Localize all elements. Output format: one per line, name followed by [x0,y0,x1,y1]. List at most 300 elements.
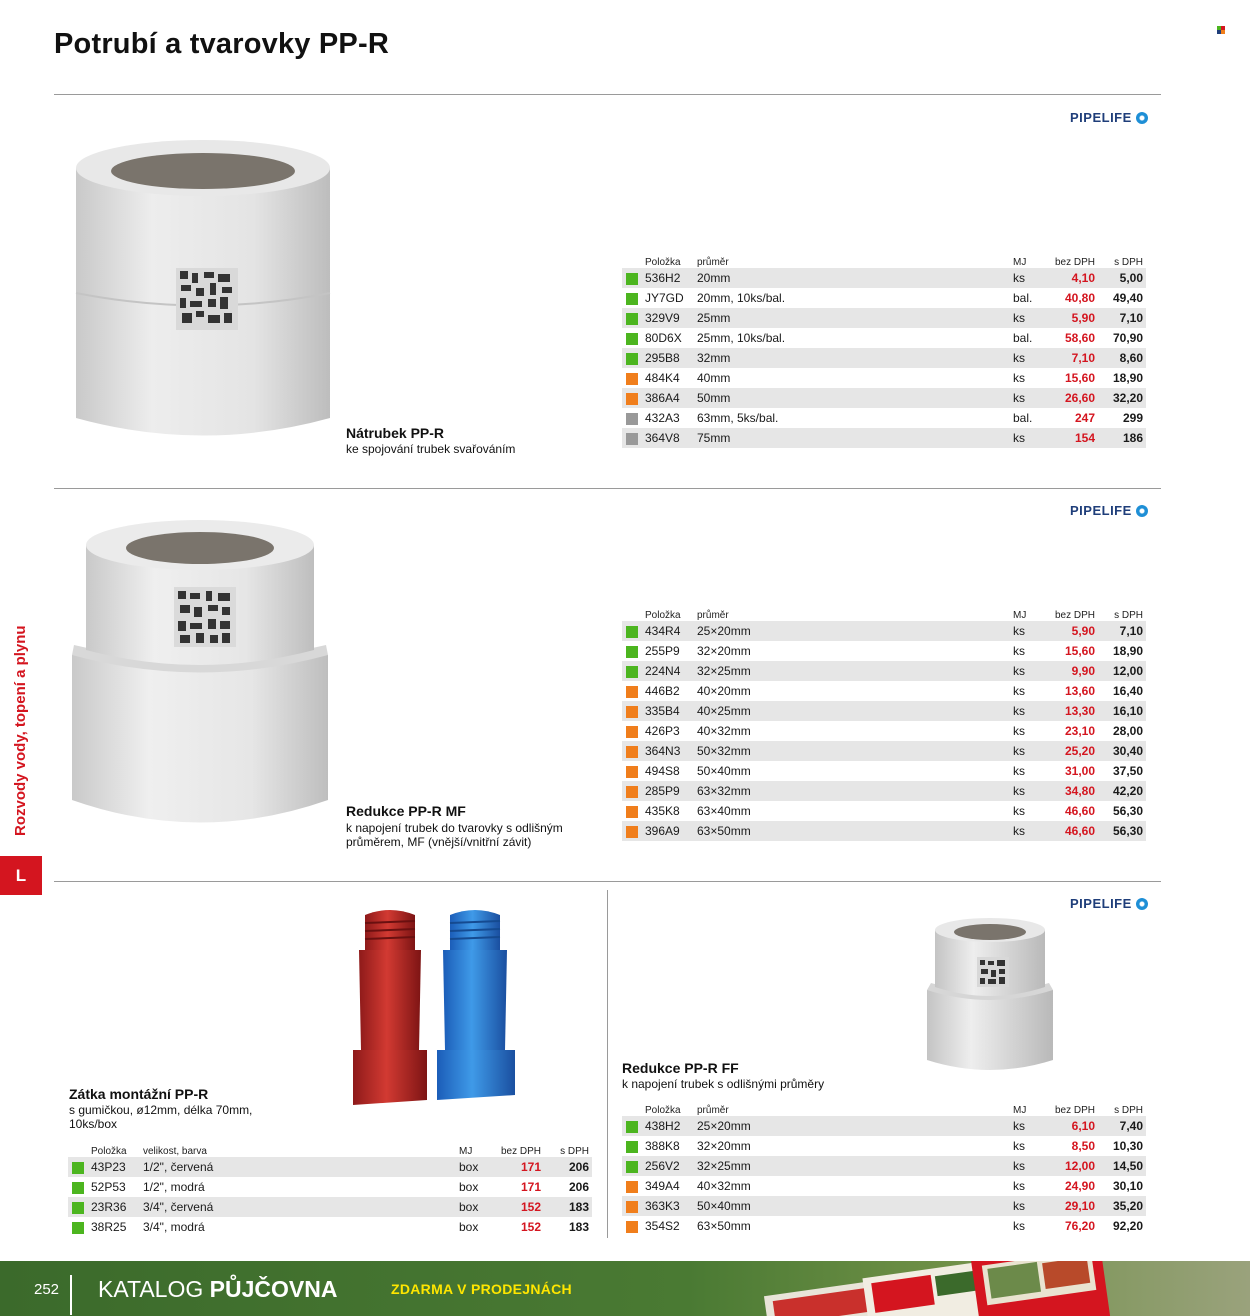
item-mj: ks [1010,1116,1050,1136]
item-code: 438H2 [642,1116,694,1136]
header-polozka: Položka [91,1146,127,1157]
availability-cell [622,1136,642,1156]
availability-cell [622,821,642,841]
item-desc: 40×20mm [697,684,751,698]
table-row [622,681,1146,701]
item-code: 446B2 [645,684,680,698]
item-desc: 3/4", červená [140,1197,456,1217]
item-mj: ks [1010,701,1050,721]
zatka-image [345,905,530,1115]
table-row [68,1217,592,1237]
price-bez-dph: 152 [496,1197,544,1217]
price-s-dph: 56,30 [1098,821,1146,841]
table-row [622,801,1146,821]
table-row [68,1157,592,1177]
catalog-cover-image [745,1261,1145,1316]
item-mj: bal. [1013,331,1033,345]
item-mj: ks [1013,1139,1025,1153]
item-mj: ks [1010,428,1050,448]
availability-square-icon [626,806,638,818]
price-bez-dph: 15,60 [1064,644,1095,658]
price-bez-dph: 25,20 [1050,741,1098,761]
side-label: Rozvody vody, topení a plynu [12,625,29,836]
price-s-dph: 14,50 [1098,1156,1146,1176]
item-mj: ks [1013,1179,1025,1193]
price-s-dph: 206 [568,1180,589,1194]
availability-cell [622,1196,642,1216]
price-bez-dph: 247 [1074,411,1095,425]
header-s-dph: s DPH [560,1146,589,1157]
item-desc: 20mm, 10ks/bal. [697,291,786,305]
brand-logo-3 [1070,896,1148,911]
price-s-dph: 49,40 [1112,291,1143,305]
price-s-dph: 186 [1098,428,1146,448]
brand-name: PIPELIFE [1070,110,1132,125]
availability-square-icon [626,786,638,798]
availability-square-icon [626,826,638,838]
price-bez-dph: 8,50 [1071,1139,1095,1153]
item-mj: ks [1013,644,1025,658]
table-row [622,388,1146,408]
redukce-mf-desc-line2: průměrem, MF (vnější/vnitřní závit) [346,835,532,849]
price-bez-dph: 34,80 [1050,781,1098,801]
item-desc: 63mm, 5ks/bal. [697,411,779,425]
price-bez-dph: 9,90 [1050,661,1098,681]
item-code: 23R36 [88,1197,140,1217]
availability-cell [622,1216,642,1236]
availability-square-icon [626,393,638,405]
availability-square-icon [72,1162,84,1174]
table-row [622,428,1146,448]
redukce-ff-name: Redukce PP-R FF [622,1060,739,1076]
footer-banner[interactable] [0,1261,1250,1316]
availability-square-icon [626,433,638,445]
header-bez-dph: bez DPH [1054,1105,1095,1116]
price-s-dph: 5,00 [1098,268,1146,288]
table-row [622,1216,1146,1236]
item-code: 426P3 [645,724,680,738]
price-s-dph: 16,10 [1098,701,1146,721]
item-code: 434R4 [642,621,694,641]
divider-bottom [54,881,1161,882]
availability-square-icon [626,726,638,738]
price-s-dph: 10,30 [1112,1139,1143,1153]
natrubek-name: Nátrubek PP-R [346,425,445,441]
price-bez-dph: 46,60 [1050,821,1098,841]
price-bez-dph: 5,90 [1050,308,1098,328]
footer-katalog-title [98,1276,337,1303]
item-desc: 32mm [694,348,1010,368]
price-bez-dph: 6,10 [1050,1116,1098,1136]
item-code: 285P9 [642,781,694,801]
header-polozka: Položka [645,1105,681,1116]
item-code: 494S8 [645,764,680,778]
item-desc: 63×50mm [697,1219,751,1233]
availability-square-icon [626,333,638,345]
availability-cell [622,368,642,388]
header-mj: MJ [1013,257,1027,268]
item-mj: ks [1010,1156,1050,1176]
zatka-desc [69,1103,252,1131]
availability-cell [622,388,642,408]
price-s-dph: 206 [544,1157,592,1177]
zatka-desc-line1: s gumičkou, ø12mm, délka 70mm, [69,1103,253,1117]
price-s-dph: 35,20 [1098,1196,1146,1216]
availability-cell [68,1177,88,1197]
header-s-dph: s DPH [1114,257,1143,268]
availability-square-icon [626,766,638,778]
table-row [622,621,1146,641]
item-code: 364V8 [642,428,694,448]
header-bez-dph: bez DPH [1054,610,1095,621]
brand-dot-icon [1136,898,1148,910]
natrubek-price-table [622,252,1146,448]
availability-cell [622,721,642,741]
table-row [622,661,1146,681]
table-row [622,1116,1146,1136]
item-desc: 32×25mm [694,1156,1010,1176]
price-bez-dph: 5,90 [1050,621,1098,641]
price-s-dph: 32,20 [1098,388,1146,408]
item-code: 386A4 [642,388,694,408]
item-desc: 25×20mm [694,1116,1010,1136]
availability-cell [622,741,642,761]
zatka-name: Zátka montážní PP-R [69,1086,209,1102]
redukce-mf-image [68,515,333,830]
availability-cell [622,348,642,368]
item-desc: 50mm [694,388,1010,408]
price-bez-dph: 40,80 [1064,291,1095,305]
brand-dot-icon [1136,112,1148,124]
availability-cell [622,621,642,641]
item-mj: box [456,1157,496,1177]
availability-cell [622,661,642,681]
availability-square-icon [626,313,638,325]
table-row [622,641,1146,661]
table-row [622,348,1146,368]
price-bez-dph: 154 [1050,428,1098,448]
price-bez-dph: 31,00 [1064,764,1095,778]
brand-name: PIPELIFE [1070,503,1132,518]
brand-dot-icon [1136,505,1148,517]
availability-cell [622,681,642,701]
item-mj: ks [1010,661,1050,681]
table-row [622,328,1146,348]
header-mj: MJ [1013,1105,1027,1116]
header-bez-dph: bez DPH [1054,257,1095,268]
item-desc: 3/4", modrá [143,1220,205,1234]
table-row [622,721,1146,741]
item-mj: ks [1010,1196,1050,1216]
item-code: 295B8 [642,348,694,368]
price-bez-dph: 171 [496,1157,544,1177]
item-code: 224N4 [642,661,694,681]
price-bez-dph: 13,30 [1050,701,1098,721]
item-desc: 40×32mm [697,1179,751,1193]
redukce-mf-desc-line1: k napojení trubek do tvarovky s odlišným [346,821,563,835]
price-bez-dph: 15,60 [1064,371,1095,385]
corner-mark [1217,26,1225,34]
price-bez-dph: 171 [520,1180,541,1194]
item-code: 363K3 [642,1196,694,1216]
header-prumer: průměr [697,610,729,621]
side-tab[interactable]: L [0,856,42,895]
availability-square-icon [626,746,638,758]
item-code: 364N3 [642,741,694,761]
availability-cell [622,641,642,661]
item-desc: 63×40mm [697,804,751,818]
brand-logo-2 [1070,503,1148,518]
availability-square-icon [626,706,638,718]
price-bez-dph: 24,90 [1064,1179,1095,1193]
footer-katalog: KATALOG [98,1276,204,1302]
redukce-mf-price-table [622,605,1146,841]
price-s-dph: 7,40 [1098,1116,1146,1136]
item-mj: ks [1013,764,1025,778]
availability-cell [68,1217,88,1237]
item-desc: 1/2", modrá [143,1180,205,1194]
price-bez-dph: 76,20 [1064,1219,1095,1233]
header-prumer: průměr [697,1105,729,1116]
page-number: 252 [34,1281,60,1298]
item-desc: 40mm [697,371,731,385]
item-mj: ks [1010,348,1050,368]
redukce-ff-image [925,915,1055,1075]
item-mj: box [459,1220,479,1234]
table-row [622,268,1146,288]
availability-cell [622,288,642,308]
item-desc: 25mm [694,308,1010,328]
availability-square-icon [72,1182,84,1194]
header-bez-dph: bez DPH [500,1146,541,1157]
item-code: 38R25 [91,1220,127,1234]
table-row [622,408,1146,428]
item-mj: ks [1013,1219,1025,1233]
header-s-dph: s DPH [1114,610,1143,621]
price-s-dph: 37,50 [1112,764,1143,778]
item-code: JY7GD [645,291,684,305]
item-mj: ks [1010,621,1050,641]
page-title: Potrubí a tvarovky PP-R [54,28,389,60]
item-code: 349A4 [645,1179,680,1193]
table-row [68,1197,592,1217]
price-s-dph: 30,40 [1098,741,1146,761]
price-s-dph: 12,00 [1098,661,1146,681]
table-row [622,821,1146,841]
header-s-dph: s DPH [1114,1105,1143,1116]
item-code: 43P23 [88,1157,140,1177]
price-bez-dph: 12,00 [1050,1156,1098,1176]
price-bez-dph: 23,10 [1064,724,1095,738]
item-code: 388K8 [645,1139,680,1153]
item-code: 435K8 [645,804,680,818]
item-code: 255P9 [645,644,680,658]
footer-pujcovna: PŮJČOVNA [209,1276,338,1302]
availability-square-icon [626,1161,638,1173]
price-s-dph: 183 [544,1197,592,1217]
availability-square-icon [626,666,638,678]
header-mj: MJ [459,1146,473,1157]
price-s-dph: 92,20 [1112,1219,1143,1233]
availability-square-icon [72,1202,84,1214]
brand-logo-1 [1070,110,1148,125]
item-desc: 40×32mm [697,724,751,738]
natrubek-image [68,133,338,443]
item-mj: ks [1013,724,1025,738]
availability-cell [68,1197,88,1217]
table-row [622,308,1146,328]
item-code: 396A9 [642,821,694,841]
availability-square-icon [626,1181,638,1193]
natrubek-desc: ke spojování trubek svařováním [346,442,516,456]
price-s-dph: 7,10 [1098,621,1146,641]
table-row [622,1176,1146,1196]
item-desc: 40×25mm [694,701,1010,721]
item-code: 329V9 [642,308,694,328]
item-desc: 32×20mm [697,1139,751,1153]
item-desc: 32×25mm [694,661,1010,681]
availability-square-icon [626,1141,638,1153]
availability-cell [622,308,642,328]
item-mj: ks [1010,308,1050,328]
availability-cell [622,801,642,821]
item-code: 484K4 [645,371,680,385]
availability-square-icon [626,1121,638,1133]
price-bez-dph: 4,10 [1050,268,1098,288]
item-mj: ks [1013,804,1025,818]
price-s-dph: 7,10 [1098,308,1146,328]
item-desc: 20mm [694,268,1010,288]
price-s-dph: 28,00 [1112,724,1143,738]
price-s-dph: 8,60 [1098,348,1146,368]
price-bez-dph: 46,60 [1064,804,1095,818]
availability-square-icon [626,273,638,285]
availability-cell [622,701,642,721]
availability-cell [622,761,642,781]
redukce-ff-price-table [622,1100,1146,1236]
item-code: 432A3 [645,411,680,425]
table-row [68,1177,592,1197]
availability-cell [68,1157,88,1177]
availability-square-icon [626,646,638,658]
table-row [622,1196,1146,1216]
price-bez-dph: 152 [520,1220,541,1234]
availability-square-icon [626,626,638,638]
header-velikost: velikost, barva [143,1146,207,1157]
table-row [622,288,1146,308]
item-code: 256V2 [642,1156,694,1176]
item-desc: 1/2", červená [140,1157,456,1177]
price-bez-dph: 58,60 [1064,331,1095,345]
item-mj: box [459,1180,479,1194]
item-desc: 75mm [694,428,1010,448]
item-code: 335B4 [642,701,694,721]
availability-square-icon [72,1222,84,1234]
price-bez-dph: 26,60 [1050,388,1098,408]
price-s-dph: 70,90 [1112,331,1143,345]
table-row [622,1136,1146,1156]
item-code: 354S2 [645,1219,680,1233]
item-mj: ks [1010,388,1050,408]
table-row [622,761,1146,781]
item-code: 536H2 [642,268,694,288]
item-mj: ks [1013,371,1025,385]
header-prumer: průměr [697,257,729,268]
redukce-mf-desc [346,821,563,849]
price-bez-dph: 7,10 [1050,348,1098,368]
item-desc: 63×50mm [694,821,1010,841]
redukce-ff-desc: k napojení trubek s odlišnými průměry [622,1077,825,1091]
price-s-dph: 18,90 [1112,371,1143,385]
item-mj: box [456,1197,496,1217]
item-mj: ks [1010,741,1050,761]
table-row [622,741,1146,761]
table-row [622,781,1146,801]
price-bez-dph: 13,60 [1064,684,1095,698]
item-desc: 50×32mm [694,741,1010,761]
availability-cell [622,1156,642,1176]
availability-square-icon [626,1201,638,1213]
availability-square-icon [626,1221,638,1233]
availability-square-icon [626,353,638,365]
item-desc: 50×40mm [697,764,751,778]
availability-cell [622,268,642,288]
item-desc: 25mm, 10ks/bal. [697,331,786,345]
footer-separator [70,1275,72,1315]
item-desc: 25×20mm [694,621,1010,641]
divider-top [54,94,1161,95]
availability-cell [622,1176,642,1196]
header-polozka: Položka [645,257,681,268]
item-code: 80D6X [645,331,682,345]
availability-square-icon [626,293,638,305]
zatka-desc-line2: 10ks/box [69,1117,118,1131]
price-s-dph: 18,90 [1112,644,1143,658]
availability-square-icon [626,373,638,385]
zatka-price-table [68,1141,592,1237]
price-bez-dph: 29,10 [1050,1196,1098,1216]
table-row [622,368,1146,388]
divider-middle [54,488,1161,489]
footer-zdarma: ZDARMA V PRODEJNÁCH [391,1281,572,1297]
availability-square-icon [626,413,638,425]
item-desc: 32×20mm [697,644,751,658]
header-polozka: Položka [645,610,681,621]
item-mj: ks [1010,821,1050,841]
item-mj: bal. [1013,411,1033,425]
price-s-dph: 42,20 [1098,781,1146,801]
redukce-mf-name: Redukce PP-R MF [346,803,466,819]
availability-cell [622,408,642,428]
divider-vertical [607,890,608,1238]
item-desc: 63×32mm [694,781,1010,801]
price-s-dph: 299 [1122,411,1143,425]
availability-cell [622,781,642,801]
item-desc: 50×40mm [694,1196,1010,1216]
availability-square-icon [626,686,638,698]
price-s-dph: 183 [568,1220,589,1234]
item-mj: ks [1013,684,1025,698]
availability-cell [622,428,642,448]
item-mj: ks [1010,268,1050,288]
price-s-dph: 56,30 [1112,804,1143,818]
item-mj: bal. [1013,291,1033,305]
availability-cell [622,328,642,348]
table-row [622,1156,1146,1176]
price-s-dph: 30,10 [1112,1179,1143,1193]
item-mj: ks [1010,781,1050,801]
header-mj: MJ [1013,610,1027,621]
